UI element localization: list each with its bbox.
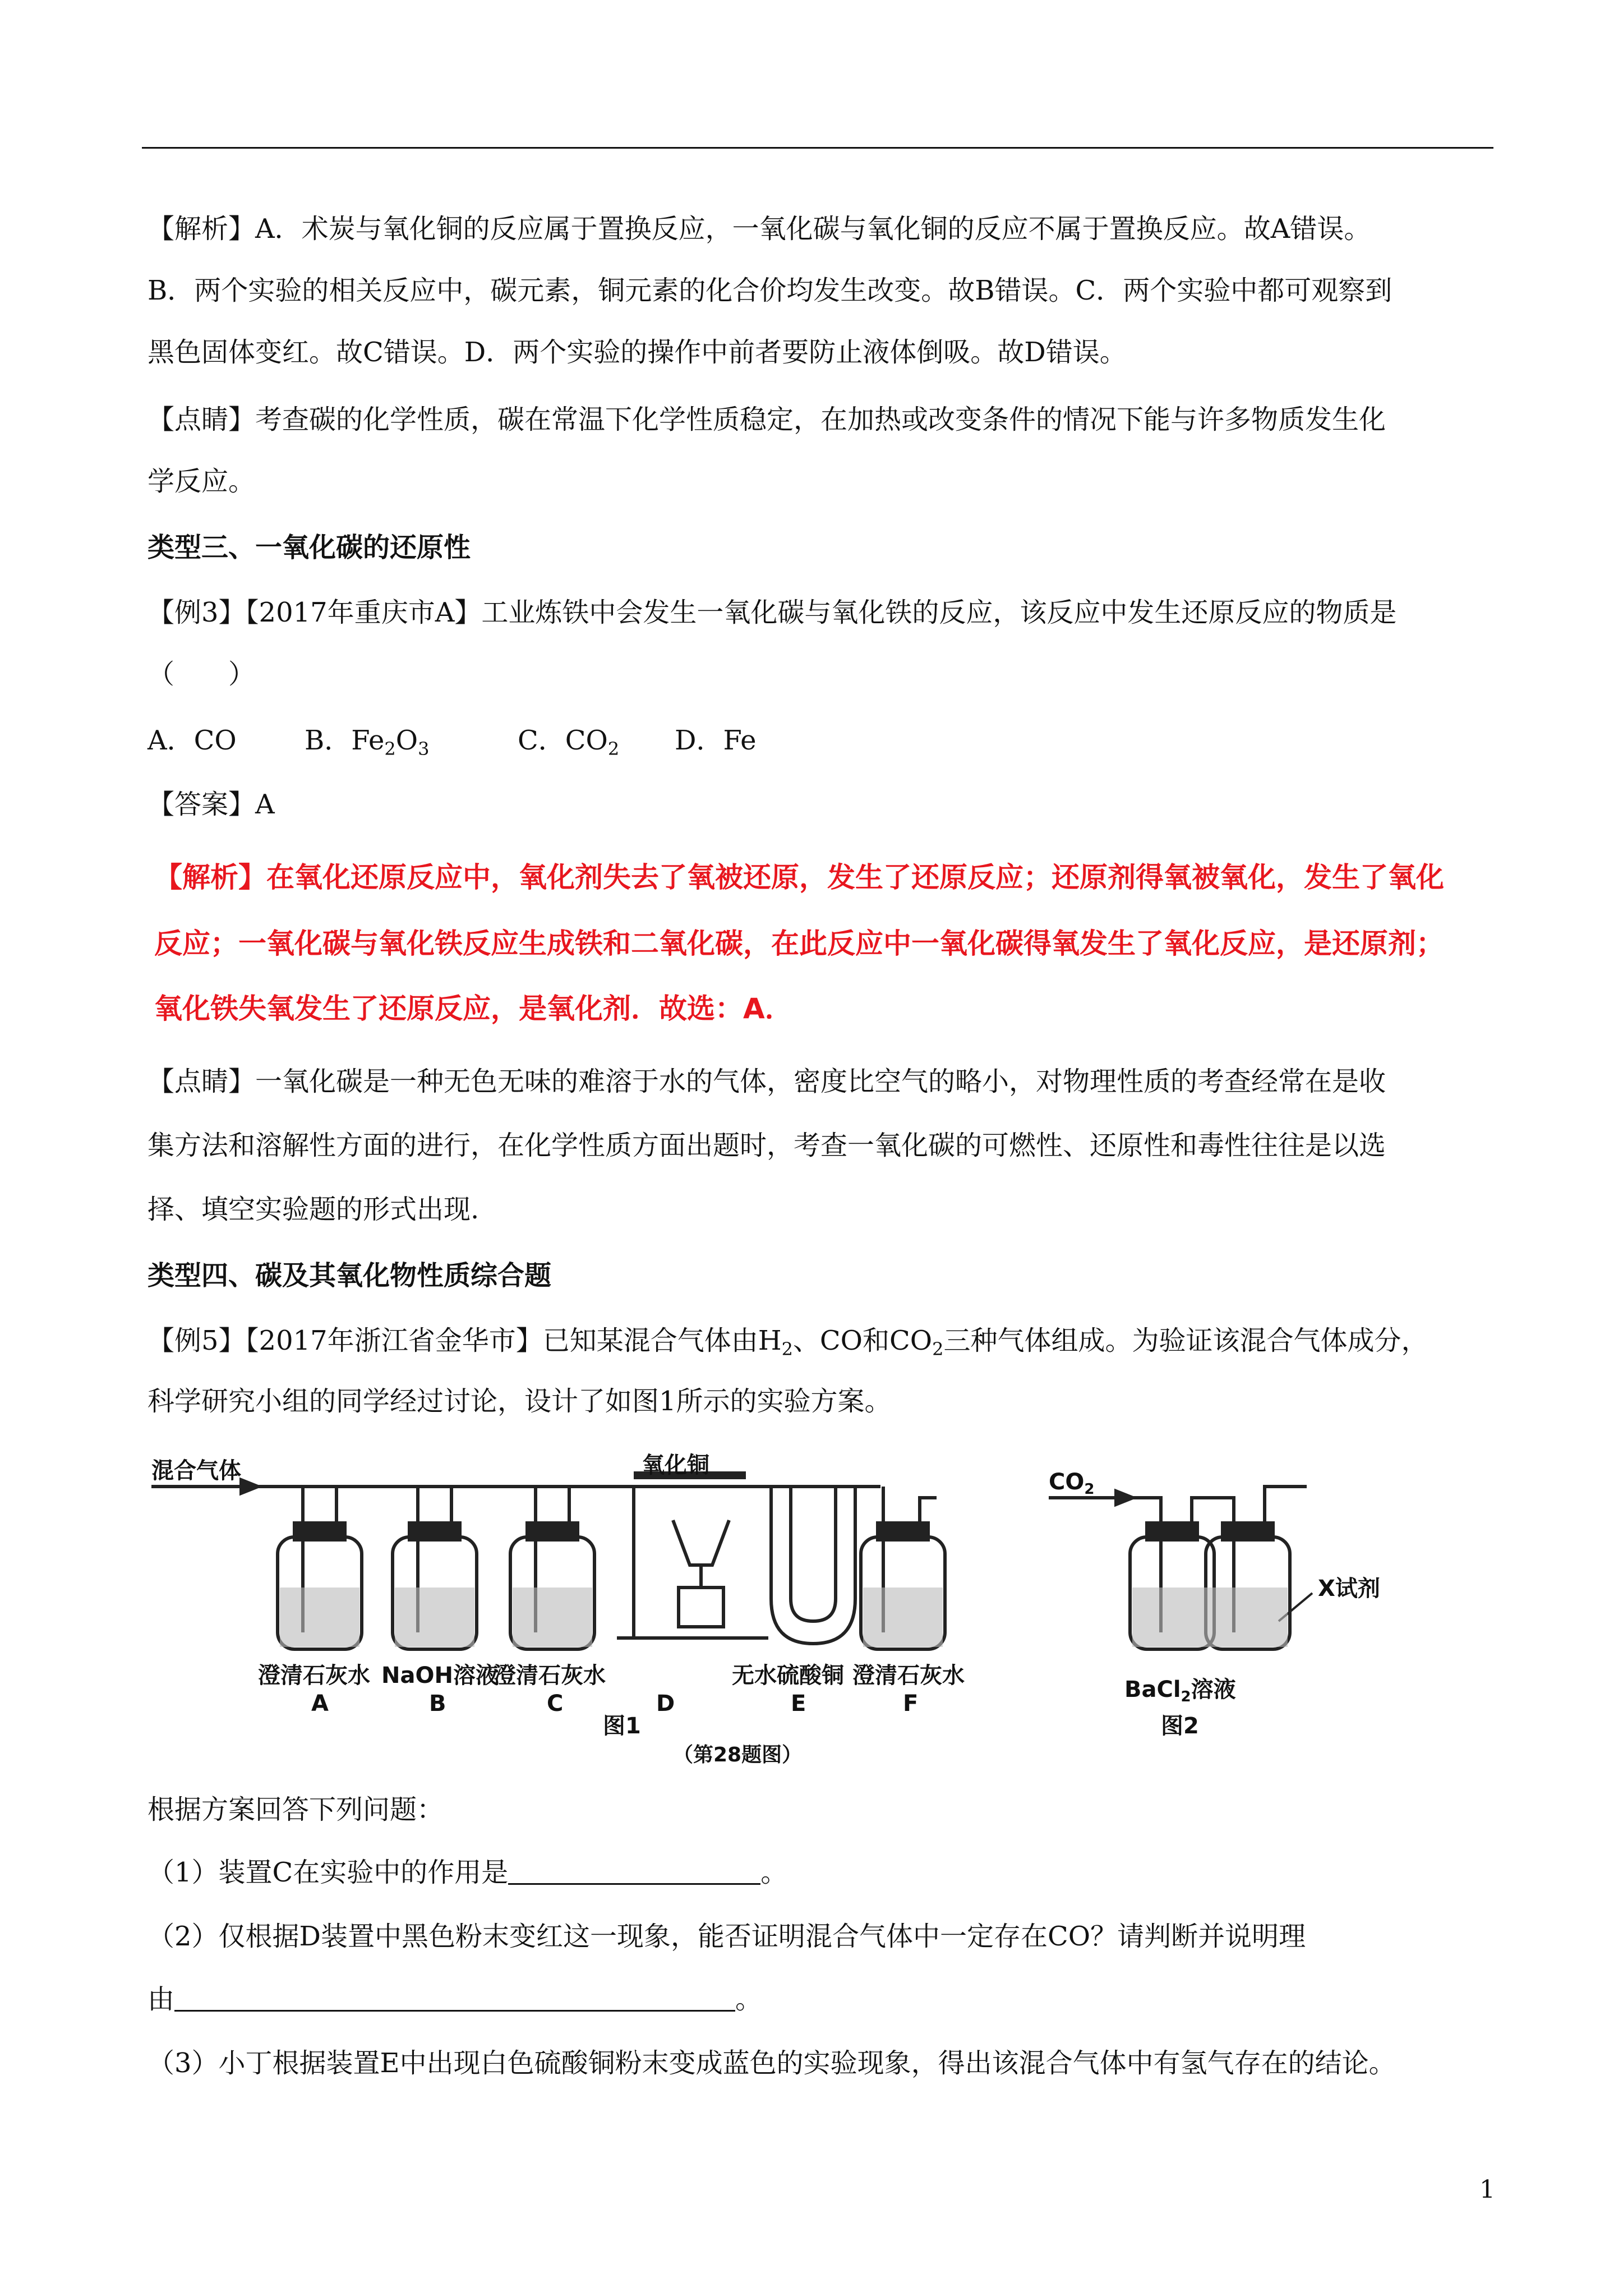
analysis-line-1: 【解析】A．术炭与氧化铜的反应属于置换反应，一氧化碳与氧化铜的反应不属于置换反应。故A错误。 xyxy=(147,213,1371,245)
figure-bacl2-label: BaCl$_2$溶液 xyxy=(1124,1677,1236,1705)
question-2-line-2: 由 。 xyxy=(147,1984,763,2015)
apparatus-figure xyxy=(151,1453,1430,1767)
header-rule xyxy=(142,147,1493,149)
comment-2-line-3: 择、填空实验题的形式出现. xyxy=(147,1194,479,1225)
figure-label-a: 澄清石灰水 xyxy=(258,1663,370,1688)
analysis-line-3: 黑色固体变红。故C错误。D．两个实验的操作中前者要防止液体倒吸。故D错误。 xyxy=(147,337,1127,368)
figure-letter-e: E xyxy=(791,1691,806,1717)
example-3-options xyxy=(147,724,757,760)
figure-label-e: 无水硫酸铜 xyxy=(732,1663,844,1688)
option-a: A．CO xyxy=(147,725,237,756)
option-d: D．Fe xyxy=(675,725,757,756)
figure-label-c: 澄清石灰水 xyxy=(494,1663,606,1688)
figure-1-label: 图1 xyxy=(603,1713,641,1739)
questions-intro: 根据方案回答下列问题： xyxy=(147,1794,444,1825)
question-1-blank[interactable] xyxy=(508,1858,760,1885)
figure-2-label: 图2 xyxy=(1161,1713,1199,1739)
question-2-line-1: （2）仅根据D装置中黑色粉末变红这一现象，能否证明混合气体中一定存在CO？请判断并说明理 xyxy=(147,1921,1306,1952)
figure-letter-d: D xyxy=(656,1691,675,1717)
figure-letter-a: A xyxy=(311,1691,329,1717)
comment-line-2: 学反应。 xyxy=(147,466,256,497)
figure-label-f: 澄清石灰水 xyxy=(852,1663,965,1688)
section-heading-3: 类型三、一氧化碳的还原性 xyxy=(147,532,471,563)
example-3-question: 【例3】【2017年重庆市A】工业炼铁中会发生一氧化碳与氧化铁的反应，该反应中发生还原反应的物质是 xyxy=(147,597,1397,628)
example-3-answer: 【答案】A xyxy=(147,789,275,820)
comment-2-line-1: 【点睛】一氧化碳是一种无色无味的难溶于水的气体，密度比空气的略小，对物理性质的考查经常在是收 xyxy=(147,1066,1386,1097)
figure-letter-f: F xyxy=(903,1691,919,1717)
figure-label-b: NaOH溶液 xyxy=(381,1663,498,1688)
figure-x-reagent-label: X试剂 xyxy=(1318,1576,1380,1602)
section-heading-4: 类型四、碳及其氧化物性质综合题 xyxy=(147,1260,552,1291)
red-analysis-line-2: 反应；一氧化碳与氧化铁反应生成铁和二氧化碳，在此反应中一氧化碳得氧发生了氧化反应，是还原剂； xyxy=(154,927,1444,960)
question-1: （1）装置C在实验中的作用是 。 xyxy=(147,1857,788,1888)
figure-mixed-gas-label: 混合气体 xyxy=(151,1458,241,1484)
red-analysis-line-1: 【解析】在氧化还原反应中，氧化剂失去了氧被还原，发生了还原反应；还原剂得氧被氧化，发生了氧化 xyxy=(154,861,1444,894)
comment-2-line-2: 集方法和溶解性方面的进行，在化学性质方面出题时，考查一氧化碳的可燃性、还原性和毒性往往是以选 xyxy=(147,1130,1386,1161)
comment-line-1: 【点睛】考查碳的化学性质，碳在常温下化学性质稳定，在加热或改变条件的情况下能与许多物质发生化 xyxy=(147,404,1386,435)
question-2-blank[interactable] xyxy=(174,1985,735,2012)
figure-caption: （第28题图） xyxy=(673,1743,803,1766)
example-3-paren: （ ） xyxy=(147,659,256,690)
example-5-line-1: 【例5】【2017年浙江省金华市】已知某混合气体由$H_2$、CO和$CO_2$三种气体组成。为验证该混合气体成分， xyxy=(147,1325,1428,1360)
page-number: 1 xyxy=(1479,2175,1495,2204)
option-c: C．$CO_2$ xyxy=(518,725,620,760)
figure-letter-c: C xyxy=(547,1691,564,1717)
option-b: B．$Fe_2O_3$ xyxy=(305,725,430,760)
figure-letter-b: B xyxy=(429,1691,446,1717)
example-5-line-2: 科学研究小组的同学经过讨论，设计了如图1所示的实验方案。 xyxy=(147,1386,892,1417)
red-analysis-line-3: 氧化铁失氧发生了还原反应，是氧化剂．故选：A． xyxy=(154,992,793,1025)
figure-co2-label: $CO_2$ xyxy=(1049,1469,1095,1498)
analysis-line-2: B．两个实验的相关反应中，碳元素，铜元素的化合价均发生改变。故B错误。C．两个实验中都可观察到 xyxy=(147,275,1393,306)
figure-cuo-label: 氧化铜 xyxy=(642,1453,709,1478)
question-3: （3）小丁根据装置E中出现白色硫酸铜粉末变成蓝色的实验现象，得出该混合气体中有氢气存在的结论。 xyxy=(147,2047,1396,2079)
